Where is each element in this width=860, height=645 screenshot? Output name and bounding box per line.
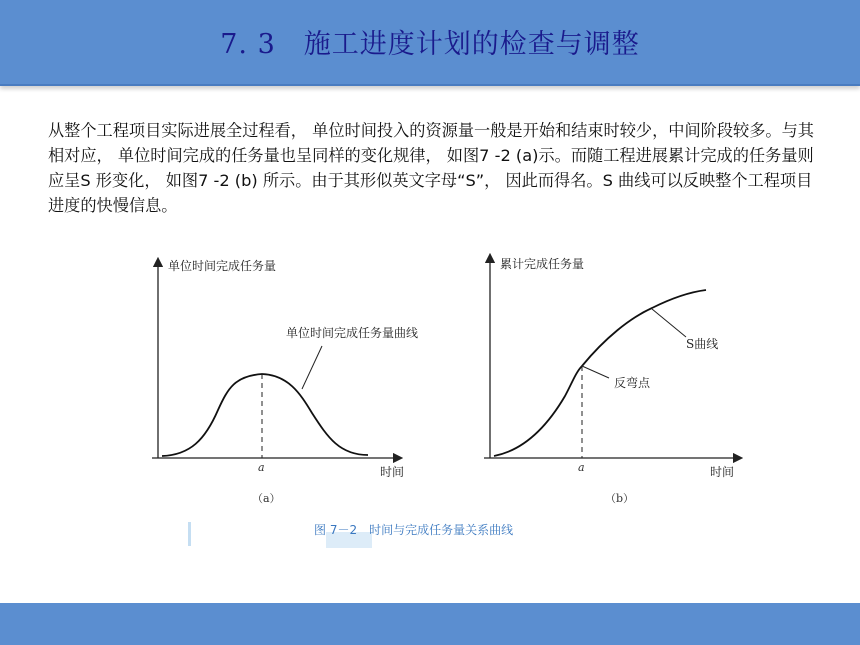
panel-b-curve-label: S曲线 <box>686 337 719 351</box>
panel-b-xlabel: 时间 <box>710 465 735 479</box>
panel-b-inflection-pointer <box>582 366 609 378</box>
panel-b-tick-a: a <box>578 461 585 474</box>
panel-a-curve <box>162 374 368 456</box>
panel-a <box>152 258 418 505</box>
panel-b-s-curve <box>494 290 706 456</box>
panel-a-curve-pointer <box>302 346 322 389</box>
slide-title: 7. 3 施工进度计划的检查与调整 <box>220 29 640 60</box>
panel-b-sublabel: （b） <box>605 492 635 505</box>
scan-artifact <box>188 522 191 546</box>
figure-caption: 图 7－2 时间与完成任务量关系曲线 <box>314 523 514 537</box>
panel-a-ylabel: 单位时间完成任务量 <box>168 259 277 273</box>
footer-bar <box>0 603 860 645</box>
panel-b-s-pointer <box>652 309 686 337</box>
panel-a-tick-a: a <box>258 461 265 474</box>
panel-b-point-label: 反弯点 <box>614 376 651 390</box>
panel-a-sublabel: （a） <box>252 492 281 505</box>
panel-b-ylabel: 累计完成任务量 <box>500 257 585 271</box>
panel-a-xlabel: 时间 <box>380 465 405 479</box>
panel-a-curve-label: 单位时间完成任务量曲线 <box>286 326 419 340</box>
body-paragraph: 从整个工程项目实际进展全过程看， 单位时间投入的资源量一般是开始和结束时较少，中间阶段较多。与其相对应， 单位时间完成的任务量也呈同样的变化规律， 如图7 -2 (a)示。而随工程进展累计完成的任务量则应呈S 形变化， 如图7 -2 (b) 所示。由于其形似英文字母“S”， 因此而得名。S 曲线可以反映整个工程项目进度的快慢信息。 <box>48 121 814 215</box>
panel-b <box>484 256 738 505</box>
